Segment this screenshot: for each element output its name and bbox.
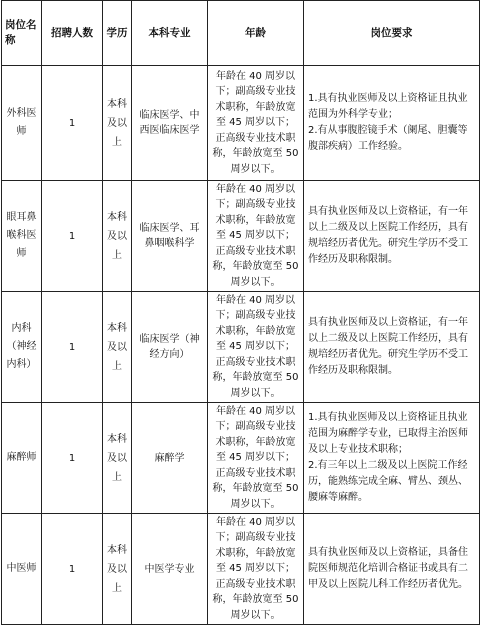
header-major: 本科专业	[132, 1, 208, 66]
cell-position: 外科医师	[2, 66, 42, 181]
recruitment-table	[1, 0, 480, 625]
cell-major: 临床医学、耳鼻咽喉科学	[132, 181, 208, 292]
cell-position: 麻醉师	[2, 403, 42, 514]
requirement-line: 2.有从事腹腔镜手术（阑尾、胆囊等腹部疾病）工作经验。	[308, 125, 468, 152]
cell-education: 本科及以上	[103, 66, 132, 181]
cell-age: 年龄在 40 周岁以下；副高级专业技术职称，年龄放宽至 45 周岁以下；正高级专业技术职称，年龄放宽至 50 周岁以下。	[208, 514, 304, 625]
requirement-line: 具有执业医师及以上资格证，具备住院医师规范化培训合格证书或具有二甲及以上医院儿科工作经历者优先。	[308, 547, 468, 590]
requirement-line: 具有执业医师及以上资格证，有一年以上二级及以上医院工作经历，具有规培经历者优先。研究生学历不受工作经历及职称限制。	[308, 317, 468, 376]
header-requirements: 岗位要求	[304, 1, 480, 66]
cell-count: 1	[42, 292, 103, 403]
header-row	[2, 1, 480, 66]
header-age: 年龄	[208, 1, 304, 66]
cell-count: 1	[42, 181, 103, 292]
table-row	[2, 181, 480, 292]
cell-education: 本科及以上	[103, 181, 132, 292]
table-row	[2, 403, 480, 514]
cell-age: 年龄在 40 周岁以下；副高级专业技术职称，年龄放宽至 45 周岁以下；正高级专业技术职称，年龄放宽至 50 周岁以下。	[208, 403, 304, 514]
cell-major: 麻醉学	[132, 403, 208, 514]
requirement-line: 1.具有执业医师及以上资格证且执业范围为麻醉学专业，已取得主治医师及以上专业技术职称；	[308, 412, 468, 455]
header-position: 岗位名称	[2, 1, 42, 66]
cell-position: 中医师	[2, 514, 42, 625]
cell-requirements	[304, 181, 480, 292]
table-row	[2, 292, 480, 403]
cell-age: 年龄在 40 周岁以下；副高级专业技术职称，年龄放宽至 45 周岁以下；正高级专业技术职称，年龄放宽至 50 周岁以下。	[208, 66, 304, 181]
cell-major: 临床医学、中西医临床医学	[132, 66, 208, 181]
requirement-line: 1.具有执业医师及以上资格证且执业范围为外科学专业；	[308, 93, 468, 120]
cell-education: 本科及以上	[103, 514, 132, 625]
cell-major: 临床医学（神经方向）	[132, 292, 208, 403]
cell-education: 本科及以上	[103, 403, 132, 514]
requirement-line: 具有执业医师及以上资格证，有一年以上二级及以上医院工作经历，具有规培经历者优先。研究生学历不受工作经历及职称限制。	[308, 206, 468, 265]
table-row	[2, 66, 480, 181]
cell-requirements	[304, 66, 480, 181]
header-education: 学历	[103, 1, 132, 66]
table-row	[2, 514, 480, 625]
cell-requirements	[304, 514, 480, 625]
cell-position: 内科（神经内科）	[2, 292, 42, 403]
cell-count: 1	[42, 403, 103, 514]
header-count: 招聘人数	[42, 1, 103, 66]
cell-requirements	[304, 292, 480, 403]
cell-position: 眼耳鼻喉科医师	[2, 181, 42, 292]
cell-age: 年龄在 40 周岁以下；副高级专业技术职称，年龄放宽至 45 周岁以下；正高级专业技术职称，年龄放宽至 50 周岁以下。	[208, 292, 304, 403]
cell-count: 1	[42, 66, 103, 181]
cell-count: 1	[42, 514, 103, 625]
cell-age: 年龄在 40 周岁以下；副高级专业技术职称，年龄放宽至 45 周岁以下；正高级专业技术职称，年龄放宽至 50 周岁以下。	[208, 181, 304, 292]
requirement-line: 2.有三年以上二级及以上医院工作经历，能熟练完成全麻、臂丛、颈丛、腰麻等麻醉。	[308, 460, 468, 503]
cell-major: 中医学专业	[132, 514, 208, 625]
cell-requirements	[304, 403, 480, 514]
cell-education: 本科及以上	[103, 292, 132, 403]
